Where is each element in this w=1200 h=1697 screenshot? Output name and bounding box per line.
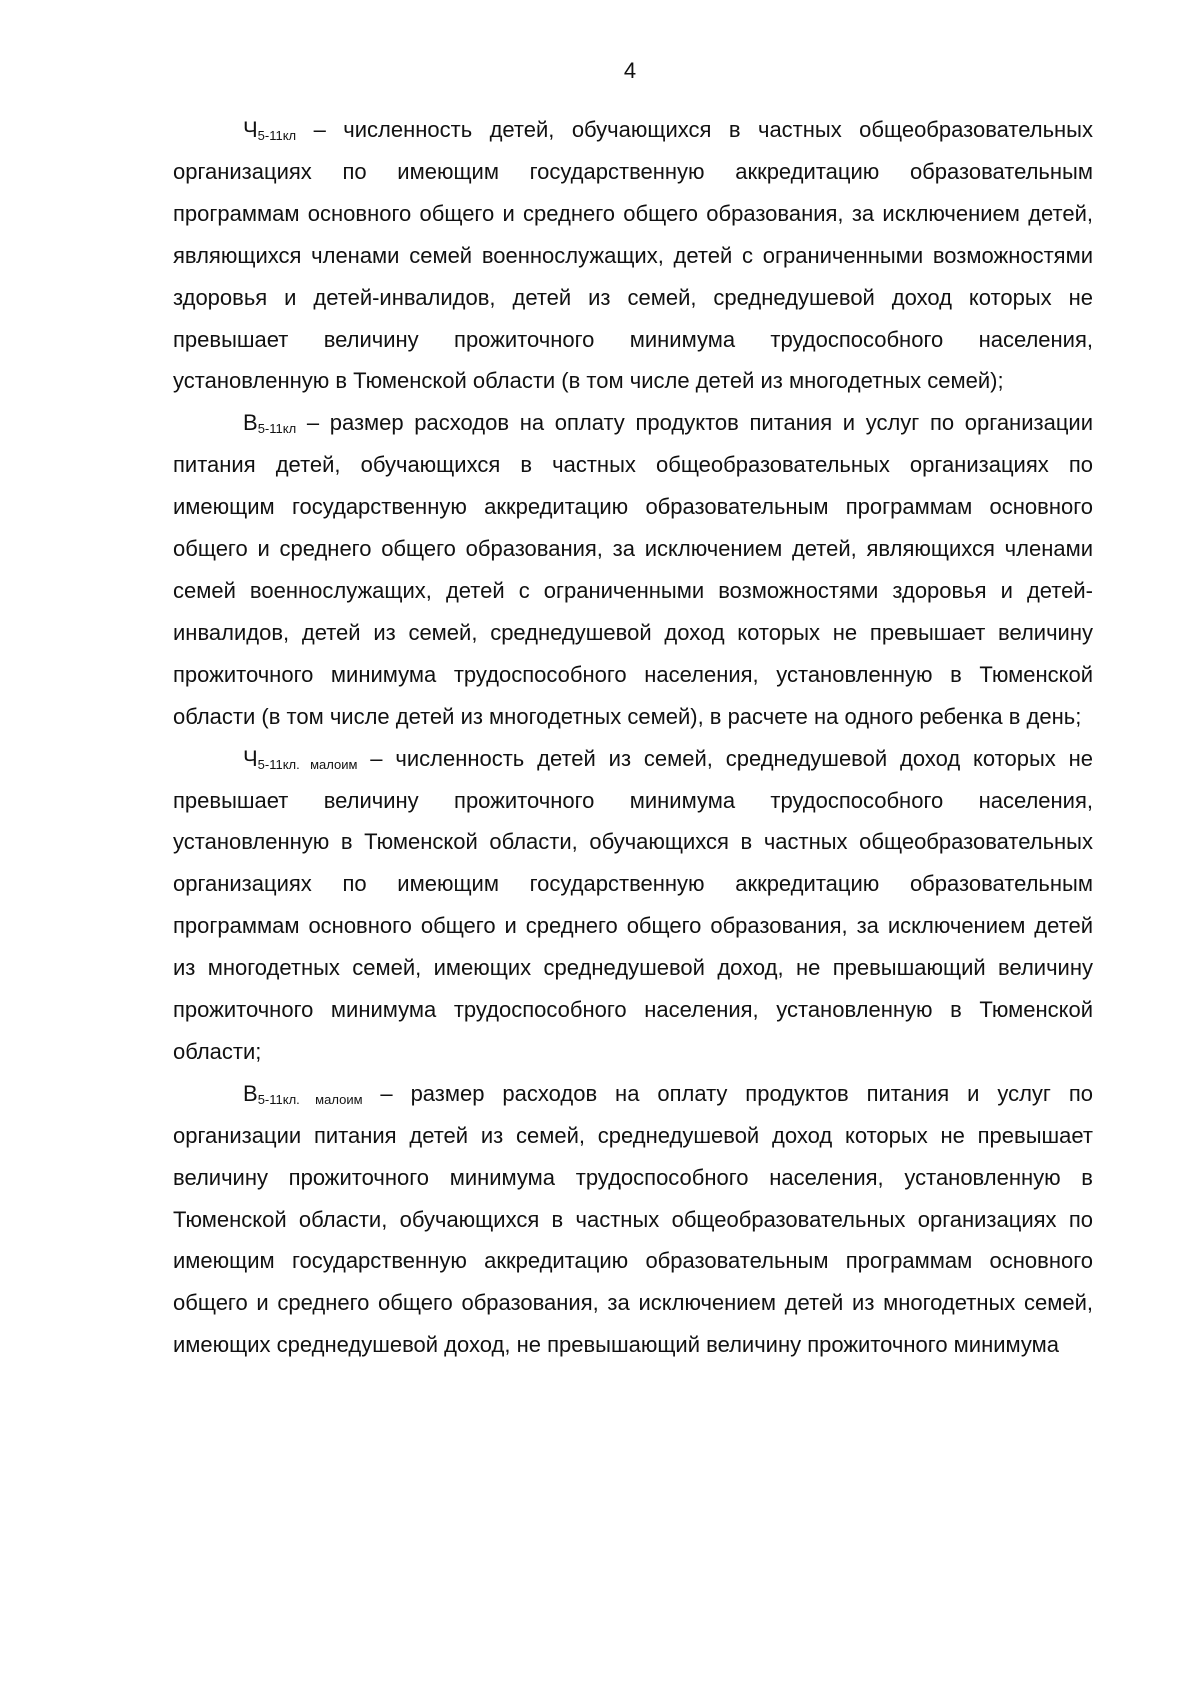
definition-paragraph xyxy=(173,402,1093,737)
definition-paragraph xyxy=(173,1073,1093,1366)
symbol-letter: Ч xyxy=(243,745,258,771)
document-body xyxy=(173,109,1093,1366)
symbol-letter: Ч xyxy=(243,117,258,142)
symbol-letter: В xyxy=(243,410,258,436)
symbol-letter: В xyxy=(243,1080,258,1106)
definition-paragraph xyxy=(173,738,1093,1073)
definition-text: – размер расходов на оплату продуктов питания и услуг по организации питания детей, обучающихся в частных общеобразовательных организациях по имеющим государственную аккредитацию образовательным программам основного общего и среднего общего образования, за исключением детей, являющихся членами семей военнослужащих, детей с ограниченными возможностями здоровья и детей-инвалидов, детей из семей, среднедушевой доход которых не превышает величину прожиточного минимума трудоспособного населения, установленную в Тюменской области (в том числе детей из многодетных семей), в расчете на одного ребенка в день; xyxy=(173,410,1093,729)
variable-symbol xyxy=(243,1081,363,1106)
symbol-subscript: 5-11кл. малоим xyxy=(257,1091,363,1107)
symbol-subscript: 5-11кл. малоим xyxy=(257,756,358,772)
definition-text: – размер расходов на оплату продуктов питания и услуг по организации питания детей из семей, среднедушевой доход которых не превышает величину прожиточного минимума трудоспособного населения, установленную в Тюменской области, обучающихся в частных общеобразовательных организациях по имеющим государственную аккредитацию образовательным программам основного общего и среднего общего образования, за исключением детей из многодетных семей, имеющих среднедушевой доход, не превышающий величину прожиточного минимума xyxy=(173,1080,1093,1358)
variable-symbol xyxy=(243,117,296,142)
definition-text: – численность детей из семей, среднедушевой доход которых не превышает величину прожиточного минимума трудоспособного населения, установленную в Тюменской области, обучающихся в частных общеобразовательных организациях по имеющим государственную аккредитацию образовательным программам основного общего и среднего общего образования, за исключением детей из многодетных семей, имеющих среднедушевой доход, не превышающий величину прожиточного минимума трудоспособного населения, установленную в Тюменской области; xyxy=(173,745,1093,1064)
definition-text: – численность детей, обучающихся в частных общеобразовательных организациях по имеющим государственную аккредитацию образовательным программам основного общего и среднего общего образования, за исключением детей, являющихся членами семей военнослужащих, детей с ограниченными возможностями здоровья и детей-инвалидов, детей из семей, среднедушевой доход которых не превышает величину прожиточного минимума трудоспособного населения, установленную в Тюменской области (в том числе детей из многодетных семей); xyxy=(173,117,1093,394)
page-number: 4 xyxy=(623,58,637,83)
symbol-subscript: 5-11кл xyxy=(257,421,297,437)
definition-paragraph xyxy=(173,109,1093,402)
variable-symbol xyxy=(243,410,296,435)
variable-symbol xyxy=(243,746,357,771)
symbol-subscript: 5-11кл xyxy=(257,128,297,143)
